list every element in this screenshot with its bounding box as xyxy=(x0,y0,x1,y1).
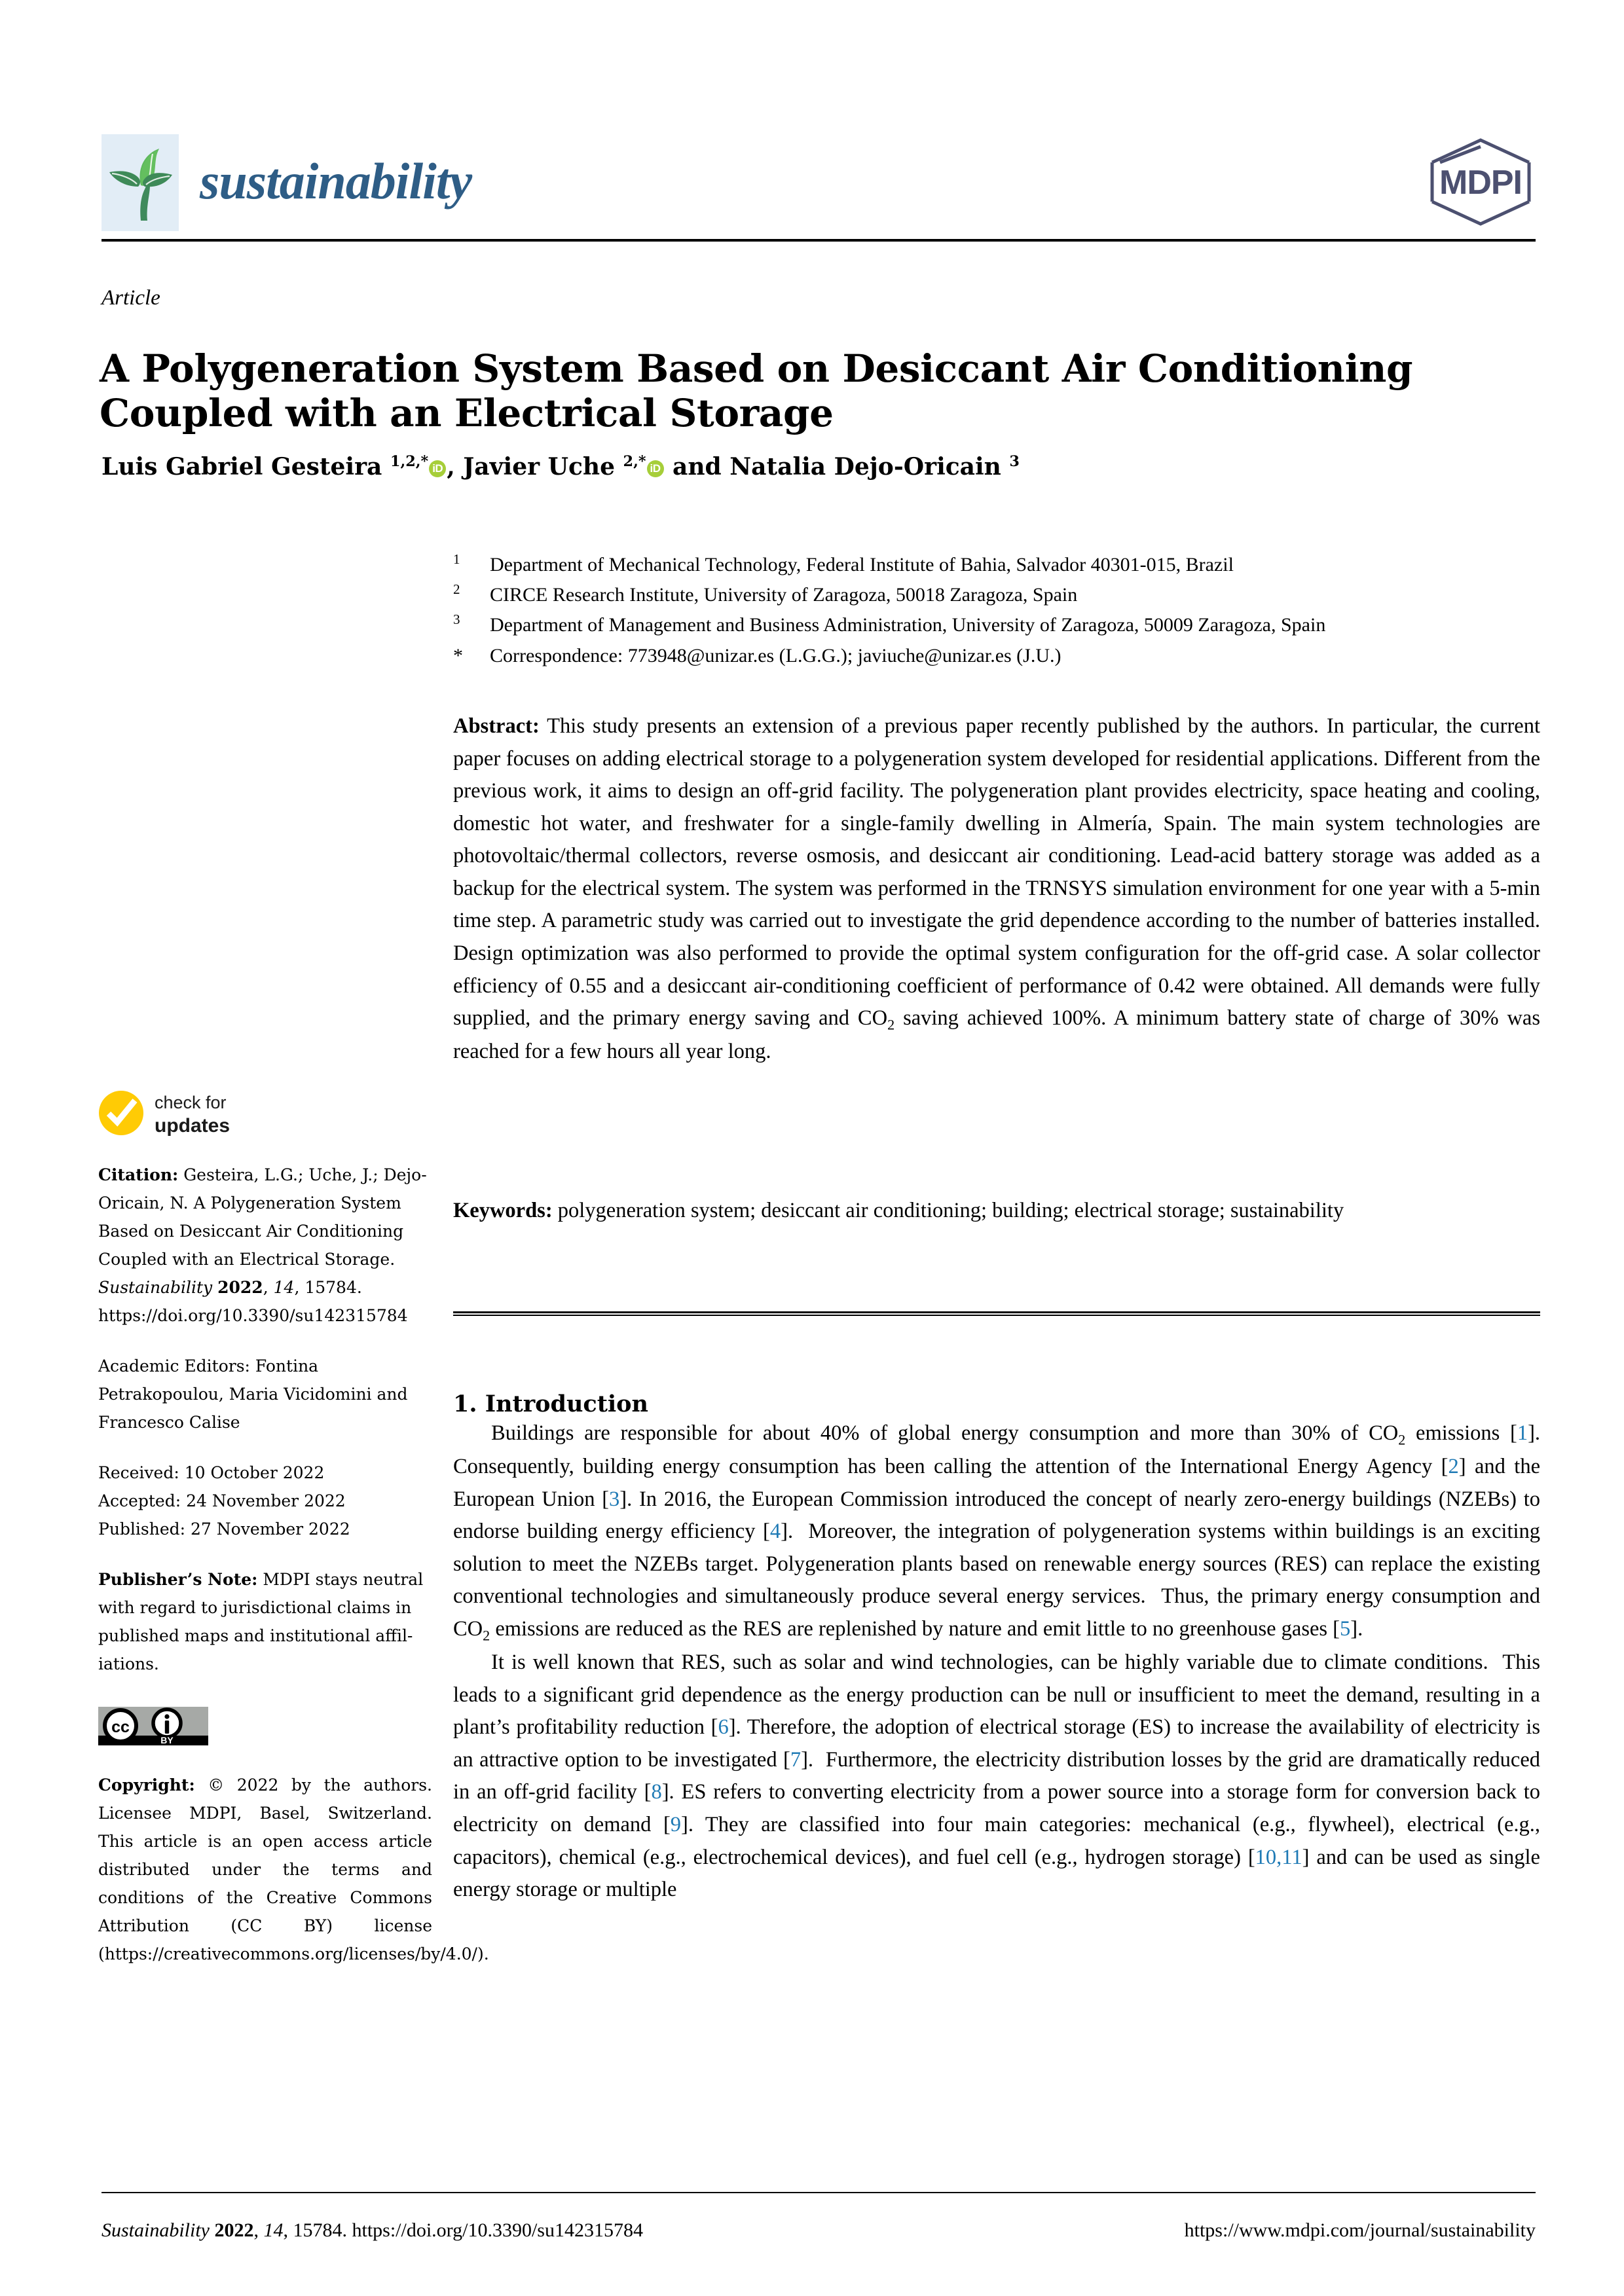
svg-text:BY: BY xyxy=(160,1735,174,1745)
affiliation-item xyxy=(453,610,1540,640)
page-title: A Polygeneration System Based on Desiccant Air Conditioning Coupled with an Electrical Storage xyxy=(100,346,1413,436)
metadata-sidebar xyxy=(98,1090,489,1990)
affiliation-text: Department of Management and Business Administration, University of Zaragoza, 50009 Zaragoza, Spain xyxy=(490,614,1326,636)
paragraph: It is well known that RES, such as solar and wind technologies, can be highly variable due to climate conditions. This leads to a significant grid dependence as the energy production can be null or insufficient to meet the demand, resulting in a plant’s profitability reduction [6]. Therefore, the adoption of electrical storage (ES) to increase the availability of electricity is an attractive option to be investigated [7]. Furthermore, the electricity distribution losses by the grid are dramatically reduced in an off-grid facility [8]. ES refers to converting electricity from a power source into a storage form for conversion back to electricity on demand [9]. They are classified into four main categories: mechanical (e.g., flywheel), electrical (e.g., capacitors), chemical (e.g., electrochemical devices), and fuel cell (e.g., hydrogen storage) [10,11] and can be used as single energy storage or multiple xyxy=(453,1650,1541,1902)
svg-text:MDPI: MDPI xyxy=(1439,164,1522,202)
svg-text:cc: cc xyxy=(111,1718,130,1736)
check-for-updates-line2: updates xyxy=(155,1115,231,1137)
published-date: Published: 27 November 2022 xyxy=(98,1520,350,1539)
journal-title: sustainability xyxy=(200,153,472,210)
received-date: Received: 10 October 2022 xyxy=(98,1463,325,1482)
check-for-updates-badge[interactable] xyxy=(98,1090,314,1137)
citation-block: Citation: Gesteira, L.G.; Uche, J.; Dejo-Oricain, N. A Polygeneration System Based on Desiccant Air Conditioning Coupled with an Electrical Storage. Sustainability 2022, 14, 15784. https://doi.org/10.3390/su142315784 xyxy=(98,1165,427,1325)
mdpi-logo xyxy=(1426,136,1536,228)
paragraph: Buildings are responsible for about 40% of global energy consumption and more than 30% of $CO_2$ emissions [1]. Consequently, building energy consumption has been calling the attention of the International Energy Agency [2] and the European Union [3]. In 2016, the European Commission introduced the concept of nearly zero-energy buildings (NZEBs) to endorse building energy efficiency [4]. Moreover, the integration of polygeneration systems within buildings is an exciting solution to meet the NZEBs target. Polygeneration plants based on renewable energy sources (RES) can replace the existing conventional technologies and simultaneously produce several energy services. Thus, the primary energy consumption and $CO_2$ emissions are reduced as the RES are replenished by nature and emit little to no greenhouse gases [5]. xyxy=(453,1421,1541,1644)
article-type-label: Article xyxy=(101,286,160,310)
check-for-updates-line1: check for xyxy=(155,1093,227,1112)
affiliations-list xyxy=(453,550,1540,671)
affiliation-text: Department of Mechanical Technology, Federal Institute of Bahia, Salvador 40301-015, Brazil xyxy=(490,554,1234,575)
content-divider xyxy=(453,1311,1540,1316)
author-list: Luis Gabriel Gesteira $^{1,2,*}$ iD , Javier Uche $^{2,*}$ iD and Natalia Dejo-Oricain $^3$ xyxy=(101,453,1020,481)
accepted-date: Accepted: 24 November 2022 xyxy=(98,1491,346,1510)
correspondence-item xyxy=(453,641,1540,671)
journal-masthead xyxy=(101,131,1536,236)
correspondence-text[interactable]: Correspondence: 773948@unizar.es (L.G.G.); javiuche@unizar.es (J.U.) xyxy=(490,644,1061,666)
header-divider xyxy=(101,239,1536,243)
sustainability-logo xyxy=(101,134,179,231)
crossmark-check-icon xyxy=(98,1090,144,1136)
publishers-note-block: Publisher’s Note: MDPI stays neutral with regard to jurisdictional claims in published maps and institutional affil-iations. xyxy=(98,1570,424,1673)
correspondence-marker: * xyxy=(453,644,463,666)
seedling-leaf-icon xyxy=(101,134,179,231)
footer-journal-url[interactable]: https://www.mdpi.com/journal/sustainability xyxy=(1184,2219,1536,2241)
footer-citation: Sustainability 2022, 14, 15784. https://doi.org/10.3390/su142315784 xyxy=(101,2219,643,2241)
affiliation-marker: 3 xyxy=(453,611,460,628)
keywords-section: Keywords: polygeneration system; desiccant air conditioning; building; electrical storage; sustainability xyxy=(453,1199,1344,1222)
section-heading-introduction: 1. Introduction xyxy=(453,1391,648,1418)
publication-dates-block xyxy=(98,1459,432,1543)
affiliation-marker: 1 xyxy=(453,551,460,567)
introduction-body xyxy=(453,1417,1540,1906)
abstract-section: Abstract: This study presents an extension of a previous paper recently published by the authors. In particular, the current paper focuses on adding electrical storage to a polygeneration system developed for residential applications. Different from the previous work, it aims to design an off-grid facility. The polygeneration plant provides electricity, space heating and cooling, domestic hot water, and freshwater for a single-family dwelling in Almería, Spain. The main system technologies are photovoltaic/thermal collectors, reverse osmosis, and desiccant air conditioning. Lead-acid battery storage was added as a backup for the electrical system. The system was performed in the TRNSYS simulation environment for one year with a 5-min time step. A parametric study was carried out to investigate the grid dependence according to the number of batteries installed. Design optimization was also performed to provide the optimal system configuration for the off-grid case. A solar collector efficiency of 0.55 and a desiccant air-conditioning coefficient of performance of 0.42 were obtained. All demands were fully supplied, and the primary energy saving and $CO_2$ saving achieved 100%. A minimum battery state of charge of 30% was reached for a few hours all year long. xyxy=(453,714,1541,1064)
affiliation-item xyxy=(453,550,1540,580)
copyright-block: Copyright: © 2022 by the authors. Licensee MDPI, Basel, Switzerland. This article is an open access article distributed under the terms and conditions of the Creative Commons Attribution (CC BY) license (https://creativecommons.org/licenses/by/4.0/). xyxy=(98,1776,489,1963)
affiliation-item xyxy=(453,580,1540,610)
creative-commons-by-icon[interactable] xyxy=(98,1707,208,1745)
affiliation-marker: 2 xyxy=(453,581,460,598)
academic-editors-block: Academic Editors: Fontina Petrakopoulou, Maria Vicidomini and Francesco Calise xyxy=(98,1357,408,1432)
affiliation-text: CIRCE Research Institute, University of Zaragoza, 50018 Zaragoza, Spain xyxy=(490,584,1078,606)
footer-divider xyxy=(101,2192,1536,2193)
check-for-updates-text xyxy=(155,1091,230,1139)
